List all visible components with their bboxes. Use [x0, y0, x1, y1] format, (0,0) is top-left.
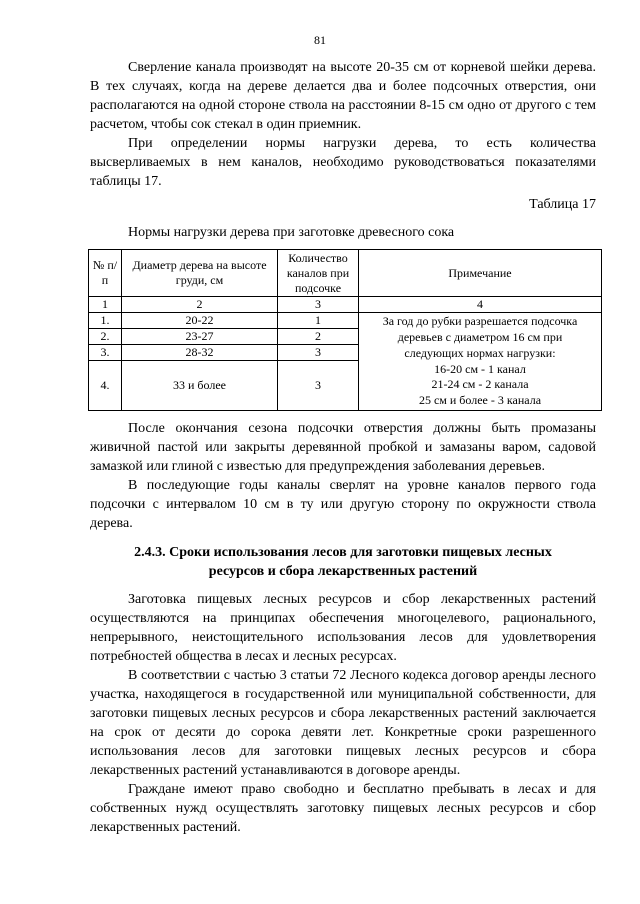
row-diameter: 20-22: [122, 313, 278, 329]
header-note: Примечание: [359, 250, 602, 297]
row-channels: 1: [278, 313, 359, 329]
row-diameter: 28-32: [122, 345, 278, 361]
row-diameter: 33 и более: [122, 361, 278, 411]
row-number: 4.: [89, 361, 122, 411]
paragraph-following-years: В последующие годы каналы сверлят на уровне каналов первого года подсочки с интервалом 10 см в ту или другую сторону по окружности ствола дерева.: [90, 478, 596, 531]
paragraph-after-season: После окончания сезона подсочки отверстия должны быть промазаны живичной пастой или закрыты деревянной пробкой и замазаны варом, садовой замазкой или глиной с известью для предупреждения заболевания деревьев.: [90, 421, 596, 474]
row-note: [359, 313, 602, 411]
section-heading-line: ресурсов и сбора лекарственных растений: [208, 564, 478, 579]
table-column-numbers-row: [89, 297, 602, 313]
load-norms-table: [88, 249, 602, 411]
col-number: 4: [359, 297, 602, 313]
row-number: 1.: [89, 313, 122, 329]
row-channels: 2: [278, 329, 359, 345]
page-number: 81: [314, 33, 326, 47]
row-number: 3.: [89, 345, 122, 361]
header-number: № п/п: [89, 250, 122, 297]
row-channels: 3: [278, 345, 359, 361]
table-caption: Нормы нагрузки дерева при заготовке древесного сока: [128, 225, 455, 240]
paragraph-citizens-rights: Граждане имеют право свободно и бесплатно пребывать в лесах и для собственных нужд осуществлять заготовку пищевых лесных ресурсов и сбор лекарственных растений.: [90, 782, 596, 835]
note-line: 21-24 см - 2 канала: [431, 377, 529, 392]
paragraph-principles: Заготовка пищевых лесных ресурсов и сбор лекарственных растений осуществляются на принципах обеспечения многоцелевого, рационального, непрерывного, неистощительного использования лесов для удовлетворения потребностей общества в лесах и лесных ресурсах.: [90, 592, 596, 664]
section-heading: [90, 543, 596, 581]
note-line: 25 см и более - 3 канала: [418, 393, 542, 408]
note-line: деревьев с диаметром 16 см при: [397, 329, 563, 344]
col-number: 2: [122, 297, 278, 313]
row-number: 2.: [89, 329, 122, 345]
header-diameter: Диаметр дерева на высоте груди, см: [122, 250, 278, 297]
note-line: За год до рубки разрешается подсочка: [382, 314, 578, 329]
table-row: [89, 313, 602, 329]
header-channels: Количество каналов при подсочке: [278, 250, 359, 297]
section-heading-line: 2.4.3. Сроки использования лесов для заготовки пищевых лесных: [134, 545, 552, 560]
paragraph-drilling: Сверление канала производят на высоте 20-35 см от корневой шейки дерева. В тех случаях, когда на дереве делается два и более подсочных отверстия, они располагаются на одной стороне ствола на расстоянии 8-15 см одно от другого с тем расчетом, чтобы сок стекал в один приемник.: [90, 60, 596, 132]
paragraph-forest-code: В соответствии с частью 3 статьи 72 Лесного кодекса договор аренды лесного участка, находящегося в государственной или муниципальной собственности, для заготовки пищевых лесных ресурсов и сбора лекарственных растений заключается на срок от десяти до сорока девяти лет. Конкретные сроки разрешенного использования лесов для заготовки пищевых лесных ресурсов и сбора лекарственных растений устанавливаются в договоре аренды.: [90, 668, 596, 778]
table-label: Таблица 17: [529, 197, 596, 212]
note-line: 16-20 см - 1 канал: [434, 361, 526, 376]
table-header-row: [89, 250, 602, 297]
row-diameter: 23-27: [122, 329, 278, 345]
col-number: 3: [278, 297, 359, 313]
row-channels: 3: [278, 361, 359, 411]
note-line: следующих нормах нагрузки:: [404, 345, 556, 360]
paragraph-load-norm: При определении нормы нагрузки дерева, то есть количества высверливаемых в нем каналов, необходимо руководствоваться показателями таблицы 17.: [90, 136, 596, 189]
document-body: [90, 58, 596, 837]
col-number: 1: [89, 297, 122, 313]
